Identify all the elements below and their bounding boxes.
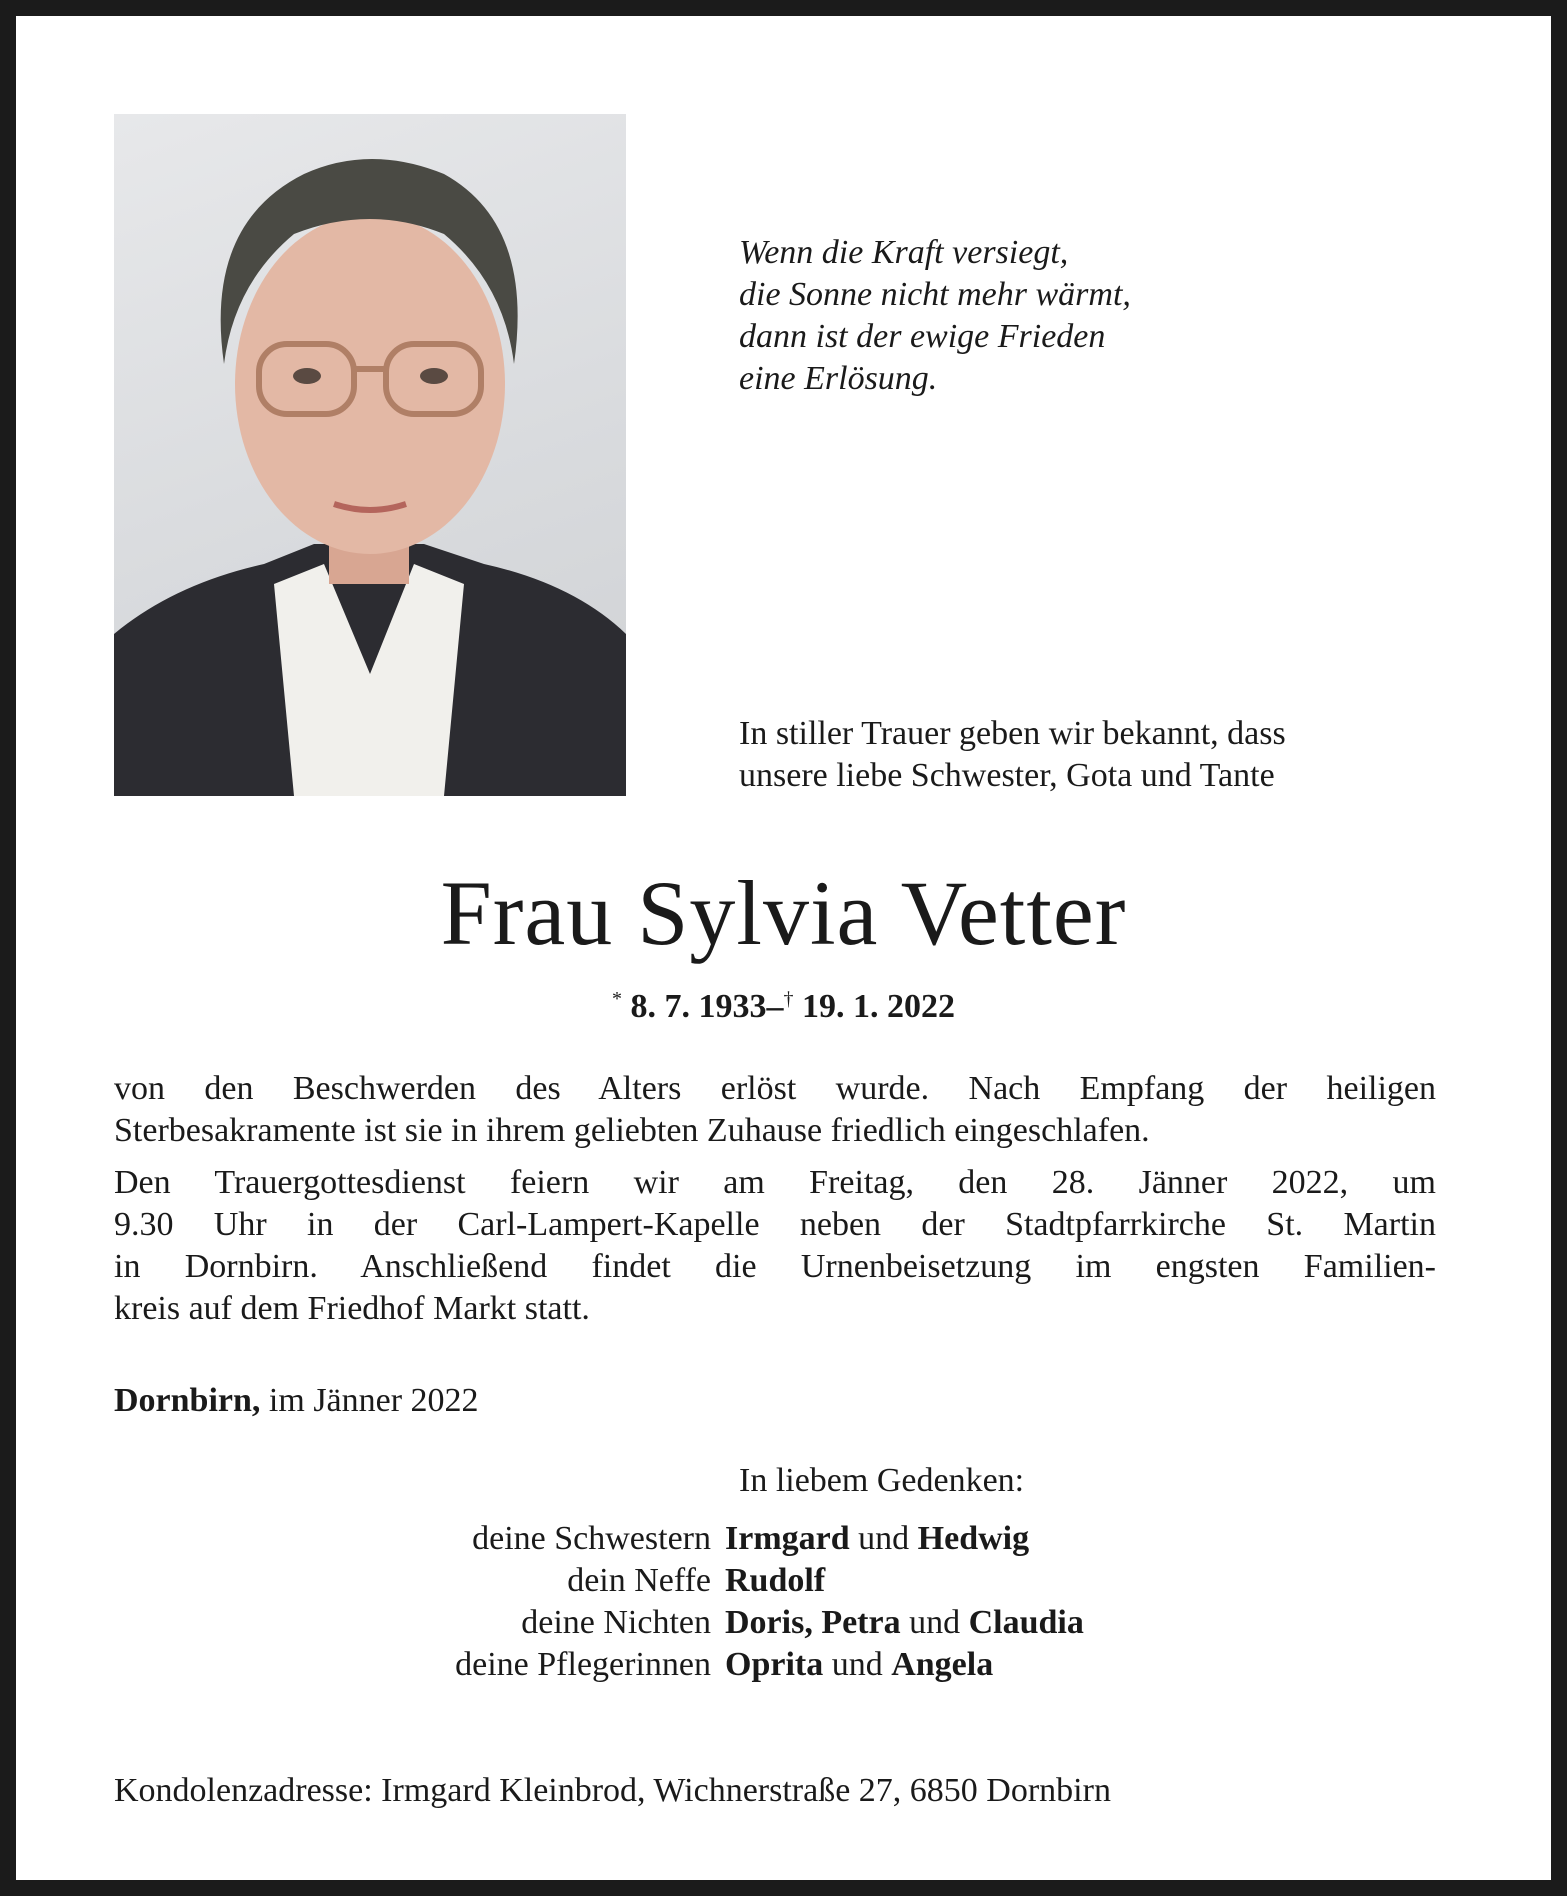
mourner-and: und [831,1646,883,1683]
mourner-name: Hedwig [917,1520,1030,1557]
mourner-names [725,1518,1029,1560]
mourner-role: deine Pflegerinnen [455,1646,711,1683]
mourner-names [725,1560,825,1602]
mourner-row [300,1560,1084,1602]
body-line: in Dornbirn. Anschließend findet die Urnenbeisetzung im engsten Familien- [114,1248,1436,1285]
mourner-name: Angela [891,1646,994,1683]
mourner-row [300,1518,1084,1560]
mourner-name: Claudia [968,1604,1084,1641]
poem-line: dann ist der ewige Frieden [739,318,1106,355]
condolence-address: Kondolenzadresse: Irmgard Kleinbrod, Wichnerstraße 27, 6850 Dornbirn [114,1772,1111,1809]
death-symbol: † [783,988,794,1010]
poem [739,232,1131,400]
mourner-name: Doris, Petra [725,1604,901,1641]
place-city: Dornbirn, [114,1382,261,1419]
memory-title: In liebem Gedenken: [739,1462,1025,1499]
body-line: 9.30 Uhr in der Carl-Lampert-Kapelle neben der Stadtpfarrkirche St. Martin [114,1206,1436,1243]
intro-line: unsere liebe Schwester, Gota und Tante [739,757,1275,794]
mourner-and: und [858,1520,910,1557]
place-date [114,1380,479,1422]
mourner-and: und [909,1604,961,1641]
birth-symbol: * [612,988,622,1010]
life-dates [0,988,1567,1026]
deceased-name: Frau Sylvia Vetter [440,862,1127,964]
death-date: 19. 1. 2022 [802,988,955,1025]
mourner-names [725,1644,993,1686]
portrait-photo [114,114,626,796]
body-text [114,1068,1436,1330]
date-separator: – [766,988,784,1025]
mourners-list [300,1518,1084,1686]
announcement-intro [739,713,1286,797]
poem-line: Wenn die Kraft versiegt, [739,234,1069,271]
mourner-row [300,1602,1084,1644]
intro-line: In stiller Trauer geben wir bekannt, dass [739,715,1286,752]
birth-date: 8. 7. 1933 [630,988,767,1025]
mourner-row [300,1644,1084,1686]
body-line: Sterbesakramente ist sie in ihrem geliebten Zuhause friedlich eingeschlafen. [114,1112,1150,1149]
body-line: kreis auf dem Friedhof Markt statt. [114,1290,590,1327]
mourner-role: deine Nichten [521,1604,711,1641]
poem-line: eine Erlösung. [739,360,938,397]
mourner-name: Oprita [725,1646,824,1683]
mourner-name: Irmgard [725,1520,850,1557]
mourner-names [725,1602,1084,1644]
place-month: im Jänner 2022 [268,1382,479,1419]
mourner-name: Rudolf [725,1562,826,1599]
mourner-role: deine Schwestern [472,1520,711,1557]
body-line: Den Trauergottesdienst feiern wir am Freitag, den 28. Jänner 2022, um [114,1164,1436,1201]
body-line: von den Beschwerden des Alters erlöst wurde. Nach Empfang der heiligen [114,1070,1436,1107]
poem-line: die Sonne nicht mehr wärmt, [739,276,1131,313]
portrait-illustration [114,114,626,796]
mourner-role: dein Neffe [567,1562,711,1599]
